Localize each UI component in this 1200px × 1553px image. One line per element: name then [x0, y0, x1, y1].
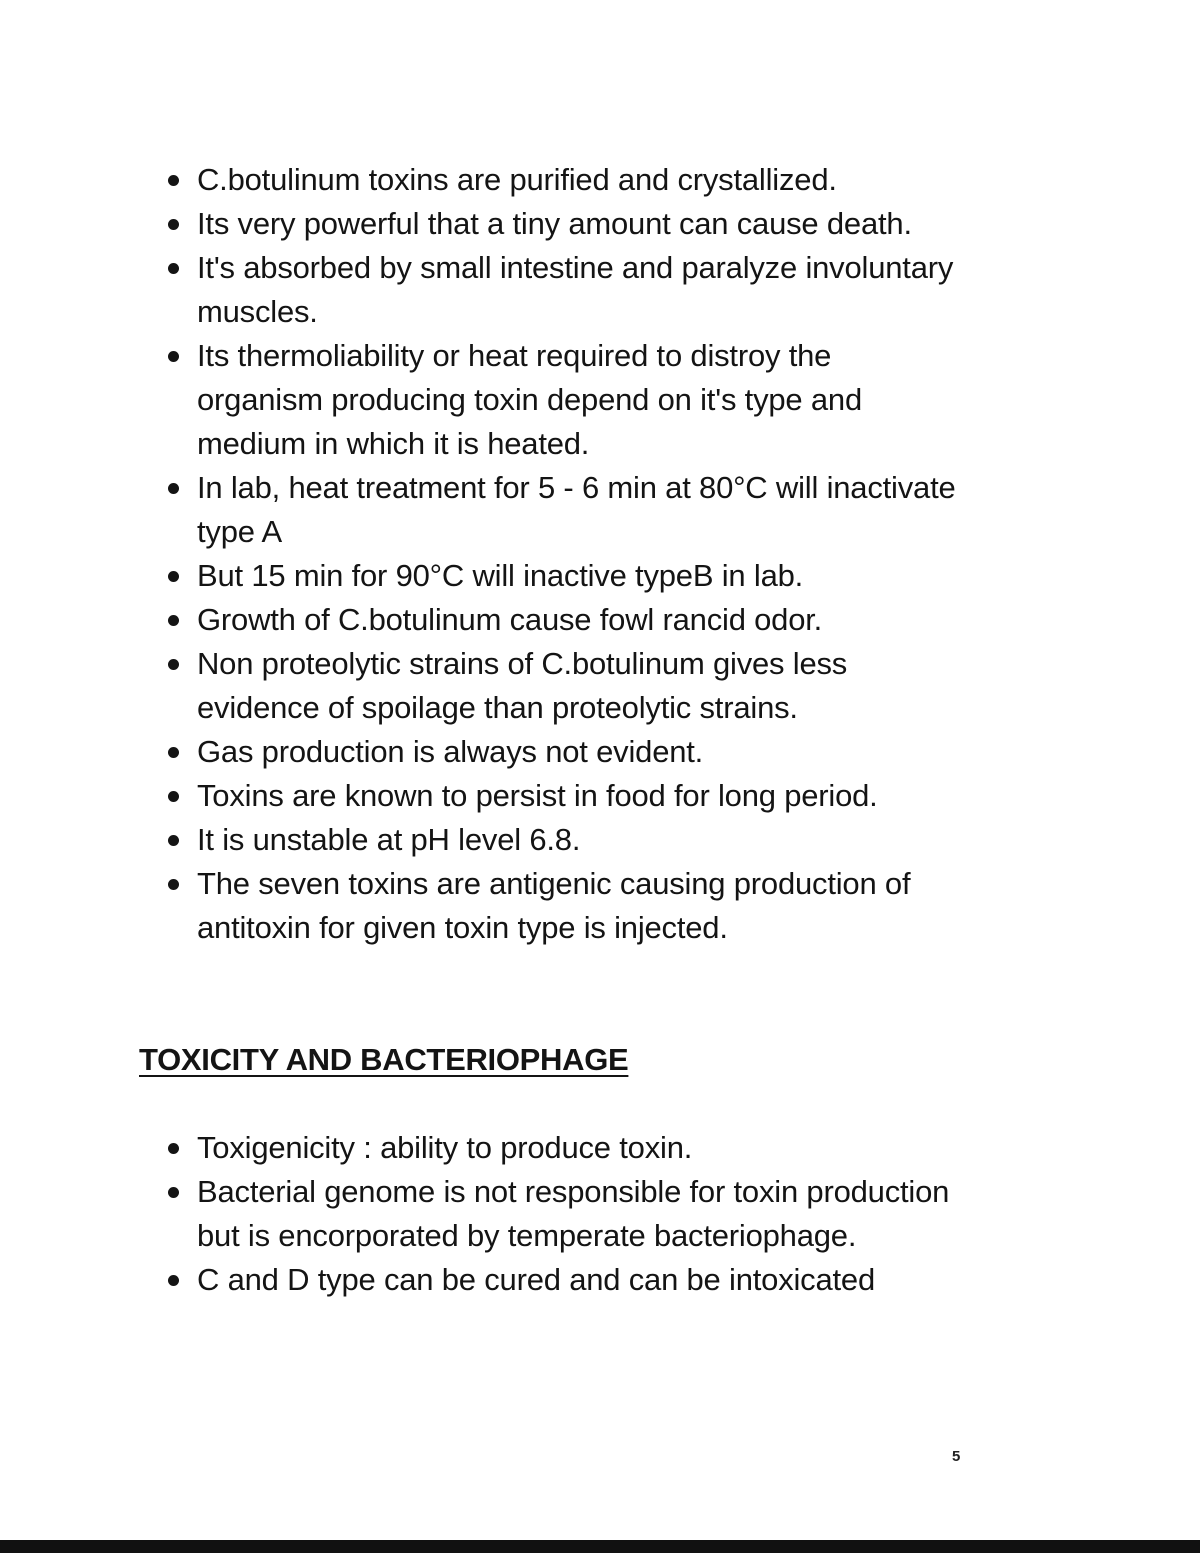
list-item-text: Gas production is always not evident.: [197, 734, 704, 769]
bottom-bar: [0, 1540, 1200, 1553]
bullet-icon: [168, 1143, 179, 1154]
list-item: [165, 202, 965, 246]
list-item: [165, 1126, 965, 1170]
list-item-text: Its thermoliability or heat required to distroy the organism producing toxin depend on it's type and medium in which it is heated.: [197, 338, 862, 461]
list-item: [165, 1170, 965, 1258]
bullet-icon: [168, 351, 179, 362]
list-item: [165, 862, 965, 950]
bullet-icon: [168, 571, 179, 582]
list-item-text: Its very powerful that a tiny amount can cause death.: [197, 206, 912, 241]
list-item: [165, 554, 965, 598]
bullet-icon: [168, 263, 179, 274]
list-item: [165, 774, 965, 818]
list-item-text: It is unstable at pH level 6.8.: [197, 822, 581, 857]
list-item: [165, 246, 965, 334]
list-item: [165, 818, 965, 862]
bullet-icon: [168, 791, 179, 802]
list-item-text: C.botulinum toxins are purified and crystallized.: [197, 162, 837, 197]
bullet-list-toxicity: [165, 1126, 965, 1302]
list-item-text: The seven toxins are antigenic causing production of antitoxin for given toxin type is injected.: [197, 866, 911, 945]
list-item: [165, 158, 965, 202]
list-item-text: But 15 min for 90°C will inactive typeB in lab.: [197, 558, 804, 593]
list-item-text: Bacterial genome is not responsible for toxin production but is encorporated by temperate bacteriophage.: [197, 1174, 950, 1253]
list-item: [165, 642, 965, 730]
list-item: [165, 730, 965, 774]
bullet-icon: [168, 219, 179, 230]
list-item-text: Non proteolytic strains of C.botulinum gives less evidence of spoilage than proteolytic strains.: [197, 646, 848, 725]
bullet-icon: [168, 1187, 179, 1198]
list-item-text: Toxins are known to persist in food for long period.: [197, 778, 878, 813]
list-item-text: It's absorbed by small intestine and paralyze involuntary muscles.: [197, 250, 954, 329]
list-item: [165, 334, 965, 466]
bullet-list-botulinum-toxins: [165, 158, 965, 950]
list-item: [165, 598, 965, 642]
bullet-icon: [168, 835, 179, 846]
bullet-icon: [168, 879, 179, 890]
bullet-icon: [168, 747, 179, 758]
list-item-text: Toxigenicity : ability to produce toxin.: [197, 1130, 693, 1165]
bullet-icon: [168, 483, 179, 494]
list-item: [165, 466, 965, 554]
list-item-text: Growth of C.botulinum cause fowl rancid odor.: [197, 602, 823, 637]
bullet-icon: [168, 1275, 179, 1286]
list-item: [165, 1258, 965, 1302]
list-item-text: In lab, heat treatment for 5 - 6 min at 80°C will inactivate type A: [197, 470, 956, 549]
bullet-icon: [168, 175, 179, 186]
section-heading: TOXICITY AND BACTERIOPHAGE: [139, 1042, 629, 1077]
bullet-icon: [168, 659, 179, 670]
page-number: 5: [952, 1448, 961, 1465]
list-item-text: C and D type can be cured and can be intoxicated: [197, 1262, 876, 1297]
bullet-icon: [168, 615, 179, 626]
